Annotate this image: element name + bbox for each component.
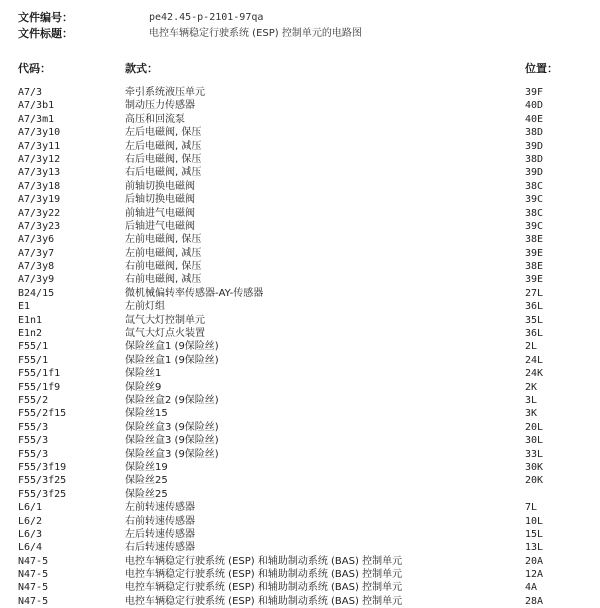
row-style: 保险丝25: [125, 475, 168, 487]
row-position: 39D: [525, 167, 544, 179]
header-style: 款式：: [125, 62, 158, 75]
row-position: 30L: [525, 435, 544, 447]
table-row: [0, 501, 600, 514]
row-code: A7/3y19: [18, 194, 61, 206]
row-position: 15L: [525, 528, 544, 540]
table-row: [0, 354, 600, 367]
header-code: 代码：: [18, 62, 51, 75]
row-code: F55/2f15: [18, 408, 67, 420]
table-row: [0, 541, 600, 554]
row-position: 38E: [525, 234, 544, 246]
row-style: 保险丝19: [125, 461, 168, 473]
row-style: 左前电磁阀, 保压: [125, 234, 202, 246]
row-code: N47-5: [18, 582, 49, 594]
row-position: 4A: [525, 582, 538, 594]
table-row: [0, 515, 600, 528]
row-position: 39C: [525, 220, 544, 232]
row-style: 保险丝15: [125, 408, 168, 420]
row-code: A7/3b1: [18, 100, 55, 112]
table-row: [0, 193, 600, 206]
row-position: 30K: [525, 461, 544, 473]
row-style: 电控车辆稳定行驶系统 (ESP) 和辅助制动系统 (BAS) 控制单元: [125, 569, 403, 581]
row-style: 微机械偏转率传感器-AY-传感器: [125, 287, 264, 299]
row-position: 35L: [525, 314, 544, 326]
row-position: 33L: [525, 448, 544, 460]
row-code: E1: [18, 301, 31, 313]
table-row: [0, 327, 600, 340]
row-style: 左后电磁阀, 保压: [125, 127, 202, 139]
row-position: 27L: [525, 287, 544, 299]
row-position: 10L: [525, 515, 544, 527]
row-style: 保险丝9: [125, 381, 162, 393]
table-row: [0, 488, 600, 501]
row-style: 右前电磁阀, 保压: [125, 261, 202, 273]
row-style: 后轴进气电磁阀: [125, 220, 195, 232]
row-code: F55/1f9: [18, 381, 61, 393]
row-code: A7/3y10: [18, 127, 61, 139]
row-position: 36L: [525, 328, 544, 340]
row-style: 保险丝盒1 (9保险丝): [125, 341, 219, 353]
row-code: B24/15: [18, 287, 55, 299]
row-code: F55/1: [18, 341, 49, 353]
table-row: [0, 220, 600, 233]
table-row: [0, 407, 600, 420]
row-style: 氙气大灯点火装置: [125, 328, 205, 340]
row-code: L6/2: [18, 515, 43, 527]
row-position: 2L: [525, 341, 538, 353]
table-row: [0, 273, 600, 286]
table-row: [0, 99, 600, 112]
row-style: 右后转速传感器: [125, 542, 195, 554]
table-row: [0, 247, 600, 260]
row-position: 38D: [525, 153, 544, 165]
row-position: 38C: [525, 180, 544, 192]
row-code: N47-5: [18, 569, 49, 581]
column-headers: [0, 62, 600, 76]
row-style: 电控车辆稳定行驶系统 (ESP) 和辅助制动系统 (BAS) 控制单元: [125, 595, 403, 607]
component-table: [0, 86, 600, 608]
table-row: [0, 461, 600, 474]
row-code: A7/3y18: [18, 180, 61, 192]
row-code: A7/3: [18, 87, 43, 98]
row-style: 前轴进气电磁阀: [125, 207, 195, 219]
row-code: F55/3f19: [18, 461, 67, 473]
row-position: 39E: [525, 274, 544, 286]
row-style: 牵引系统液压单元: [125, 87, 205, 98]
row-position: 24K: [525, 368, 544, 380]
table-row: [0, 86, 600, 99]
table-row: [0, 434, 600, 447]
row-style: 制动压力传感器: [125, 100, 195, 112]
table-row: [0, 314, 600, 327]
row-code: E1n2: [18, 328, 43, 340]
row-position: 40D: [525, 100, 544, 112]
row-code: F55/2: [18, 394, 49, 406]
row-position: 39E: [525, 247, 544, 259]
row-code: F55/3: [18, 421, 49, 433]
table-row: [0, 166, 600, 179]
doc-number-value: pe42.45-p-2101-97qa: [149, 12, 264, 23]
row-style: 右前转速传感器: [125, 515, 195, 527]
row-style: 左前转速传感器: [125, 502, 195, 514]
table-row: [0, 367, 600, 380]
row-style: 保险丝盒3 (9保险丝): [125, 448, 219, 460]
table-row: [0, 233, 600, 246]
row-code: F55/1f1: [18, 368, 61, 380]
doc-title-label: 文件标题：: [18, 27, 73, 40]
row-style: 电控车辆稳定行驶系统 (ESP) 和辅助制动系统 (BAS) 控制单元: [125, 555, 403, 567]
row-style: 保险丝盒1 (9保险丝): [125, 354, 219, 366]
table-row: [0, 126, 600, 139]
table-row: [0, 555, 600, 568]
row-code: A7/3m1: [18, 113, 55, 125]
row-code: A7/3y22: [18, 207, 61, 219]
table-row: [0, 180, 600, 193]
row-style: 氙气大灯控制单元: [125, 314, 205, 326]
table-row: [0, 287, 600, 300]
row-code: A7/3y11: [18, 140, 61, 152]
doc-title-value: 电控车辆稳定行驶系统 (ESP) 控制单元的电路图: [149, 28, 362, 39]
row-code: L6/3: [18, 528, 43, 540]
row-style: 右后电磁阀, 保压: [125, 153, 202, 165]
row-style: 保险丝盒2 (9保险丝): [125, 394, 219, 406]
table-row: [0, 260, 600, 273]
row-code: F55/3: [18, 448, 49, 460]
row-code: F55/1: [18, 354, 49, 366]
row-code: F55/3f25: [18, 475, 67, 487]
row-position: 20K: [525, 475, 544, 487]
row-position: 3L: [525, 394, 538, 406]
row-style: 左后转速传感器: [125, 528, 195, 540]
row-style: 保险丝1: [125, 368, 162, 380]
row-style: 左后电磁阀, 减压: [125, 140, 202, 152]
row-code: F55/3f25: [18, 488, 67, 500]
row-position: 36L: [525, 301, 544, 313]
row-position: 13L: [525, 542, 544, 554]
row-code: A7/3y8: [18, 261, 55, 273]
row-position: 20A: [525, 555, 544, 567]
doc-number-label: 文件编号：: [18, 11, 73, 24]
row-position: 38E: [525, 261, 544, 273]
table-row: [0, 394, 600, 407]
row-position: 28A: [525, 595, 544, 607]
row-position: 39D: [525, 140, 544, 152]
row-code: F55/3: [18, 435, 49, 447]
row-code: E1n1: [18, 314, 43, 326]
table-row: [0, 381, 600, 394]
row-code: A7/3y23: [18, 220, 61, 232]
row-style: 左前电磁阀, 减压: [125, 247, 202, 259]
table-row: [0, 300, 600, 313]
row-position: 3K: [525, 408, 538, 420]
row-code: A7/3y12: [18, 153, 61, 165]
row-position: 12A: [525, 569, 544, 581]
row-code: A7/3y9: [18, 274, 55, 286]
table-row: [0, 340, 600, 353]
row-position: 24L: [525, 354, 544, 366]
row-code: A7/3y7: [18, 247, 55, 259]
table-row: [0, 421, 600, 434]
row-position: 39C: [525, 194, 544, 206]
row-style: 高压和回流泵: [125, 113, 185, 125]
row-position: 38C: [525, 207, 544, 219]
row-position: 38D: [525, 127, 544, 139]
table-row: [0, 595, 600, 608]
row-position: 39F: [525, 87, 544, 98]
table-row: [0, 528, 600, 541]
row-style: 前轴切换电磁阀: [125, 180, 195, 192]
row-position: 20L: [525, 421, 544, 433]
table-row: [0, 207, 600, 220]
row-position: 40E: [525, 113, 544, 125]
table-row: [0, 568, 600, 581]
row-code: L6/4: [18, 542, 43, 554]
row-code: N47-5: [18, 595, 49, 607]
row-code: A7/3y13: [18, 167, 61, 179]
row-code: A7/3y6: [18, 234, 55, 246]
row-style: 左前灯组: [125, 301, 165, 313]
table-row: [0, 448, 600, 461]
table-row: [0, 153, 600, 166]
row-style: 右前电磁阀, 减压: [125, 274, 202, 286]
table-row: [0, 113, 600, 126]
row-style: 后轴切换电磁阀: [125, 194, 195, 206]
row-code: L6/1: [18, 502, 43, 514]
row-style: 右后电磁阀, 减压: [125, 167, 202, 179]
header-position: 位置：: [525, 62, 558, 75]
row-position: 7L: [525, 502, 538, 514]
row-position: 2K: [525, 381, 538, 393]
row-style: 保险丝盒3 (9保险丝): [125, 435, 219, 447]
table-row: [0, 140, 600, 153]
table-row: [0, 474, 600, 487]
row-style: 电控车辆稳定行驶系统 (ESP) 和辅助制动系统 (BAS) 控制单元: [125, 582, 403, 594]
table-row: [0, 581, 600, 594]
row-style: 保险丝25: [125, 488, 168, 500]
row-code: N47-5: [18, 555, 49, 567]
row-style: 保险丝盒3 (9保险丝): [125, 421, 219, 433]
